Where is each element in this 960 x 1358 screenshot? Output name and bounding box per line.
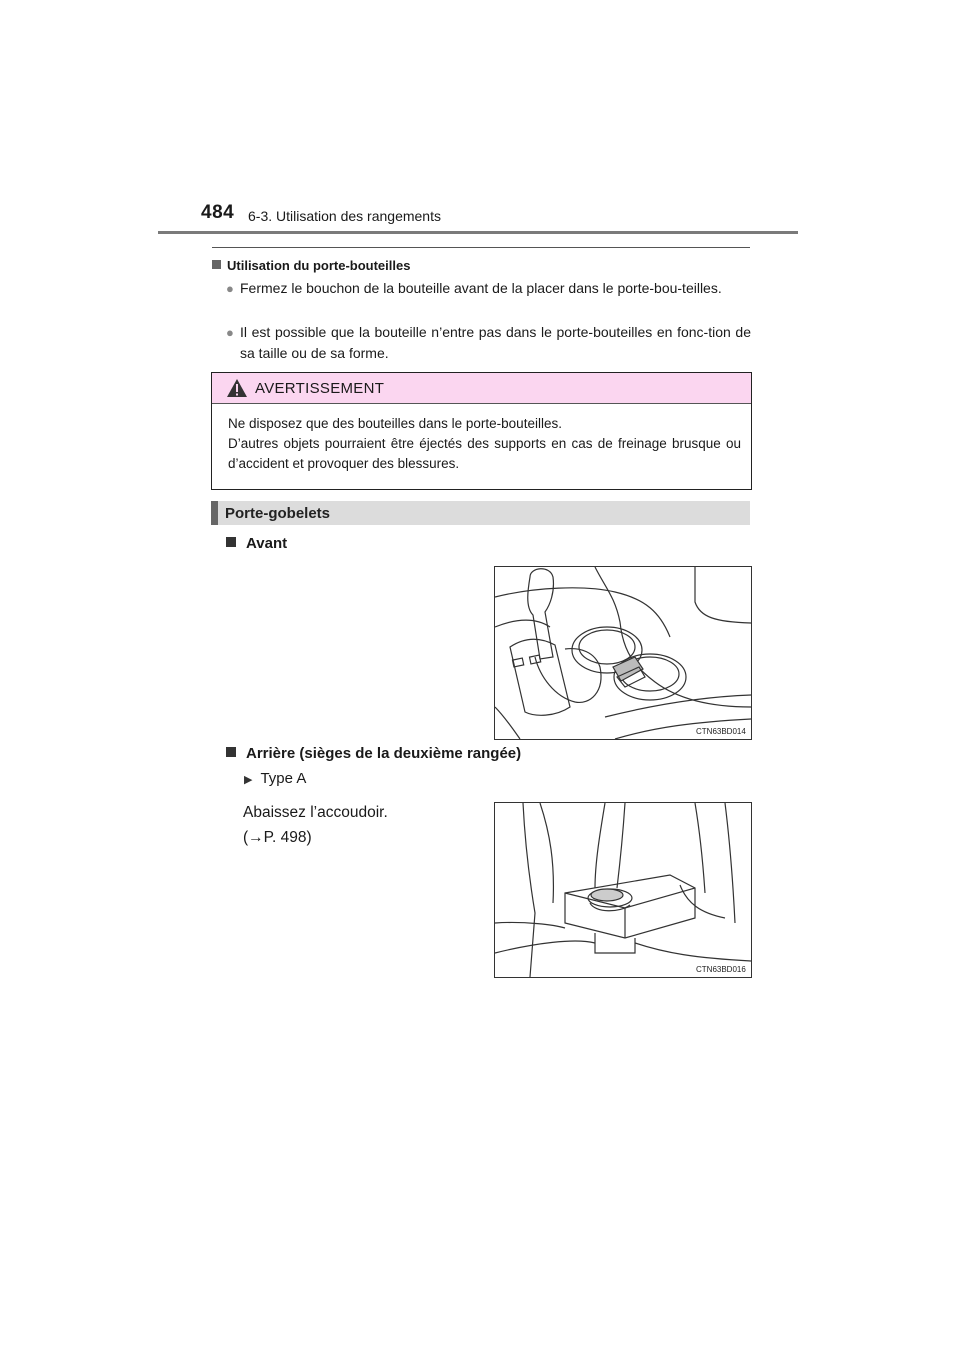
warning-header	[212, 373, 751, 404]
front-heading	[226, 535, 287, 552]
figure-code: CTN63BD016	[696, 965, 746, 974]
bullet-text: Il est possible que la bouteille n’entre pas dans le porte-bouteilles en fonc-tion de sa taille ou de sa forme.	[240, 324, 751, 361]
rear-cup-holder-illustration	[494, 802, 752, 978]
instruction-text: Abaissez l’accoudoir.	[243, 804, 388, 821]
page-reference-link[interactable]: (→P. 498)	[243, 829, 312, 846]
warning-box	[211, 372, 752, 490]
warning-triangle-icon	[226, 378, 248, 398]
rear-title: Arrière (sièges de la deuxième rangée)	[246, 745, 522, 762]
square-bullet-icon	[226, 747, 236, 757]
rear-armrest-drawing	[495, 803, 751, 977]
section-title: 6-3. Utilisation des rangements	[248, 208, 441, 224]
front-console-drawing	[495, 567, 751, 739]
list-item	[226, 322, 751, 364]
divider-line	[212, 247, 750, 248]
bottle-holder-title: Utilisation du porte-bouteilles	[227, 258, 411, 273]
square-bullet-icon	[212, 260, 221, 269]
section-accent-bar	[211, 501, 218, 525]
warning-title: AVERTISSEMENT	[255, 380, 385, 397]
type-a-text: Type A	[260, 770, 307, 787]
circle-bullet-icon: ●	[226, 281, 234, 296]
page-number: 484	[201, 202, 235, 223]
triangle-bullet-icon: ▶	[244, 774, 253, 786]
warning-line: D’autres objets pourraient être éjectés des supports en cas de freinage brusque ou d’accident et provoquer des blessures.	[228, 436, 741, 471]
warning-body	[228, 414, 741, 474]
type-a-label	[244, 770, 306, 787]
warning-line: Ne disposez que des bouteilles dans le porte-bouteilles.	[228, 416, 562, 431]
bottle-holder-heading	[212, 258, 410, 273]
square-bullet-icon	[226, 537, 236, 547]
front-title: Avant	[246, 535, 288, 552]
list-item	[226, 278, 751, 299]
front-cup-holder-illustration	[494, 566, 752, 740]
cup-holders-section-header	[211, 501, 750, 525]
cup-holders-title: Porte-gobelets	[225, 505, 331, 522]
bullet-text: Fermez le bouchon de la bouteille avant de la placer dans le porte-bou-teilles.	[240, 280, 722, 296]
circle-bullet-icon: ●	[226, 325, 234, 340]
figure-code: CTN63BD014	[696, 727, 746, 736]
rear-heading	[226, 745, 521, 762]
header-rule	[158, 231, 798, 234]
rear-instructions	[243, 800, 388, 850]
